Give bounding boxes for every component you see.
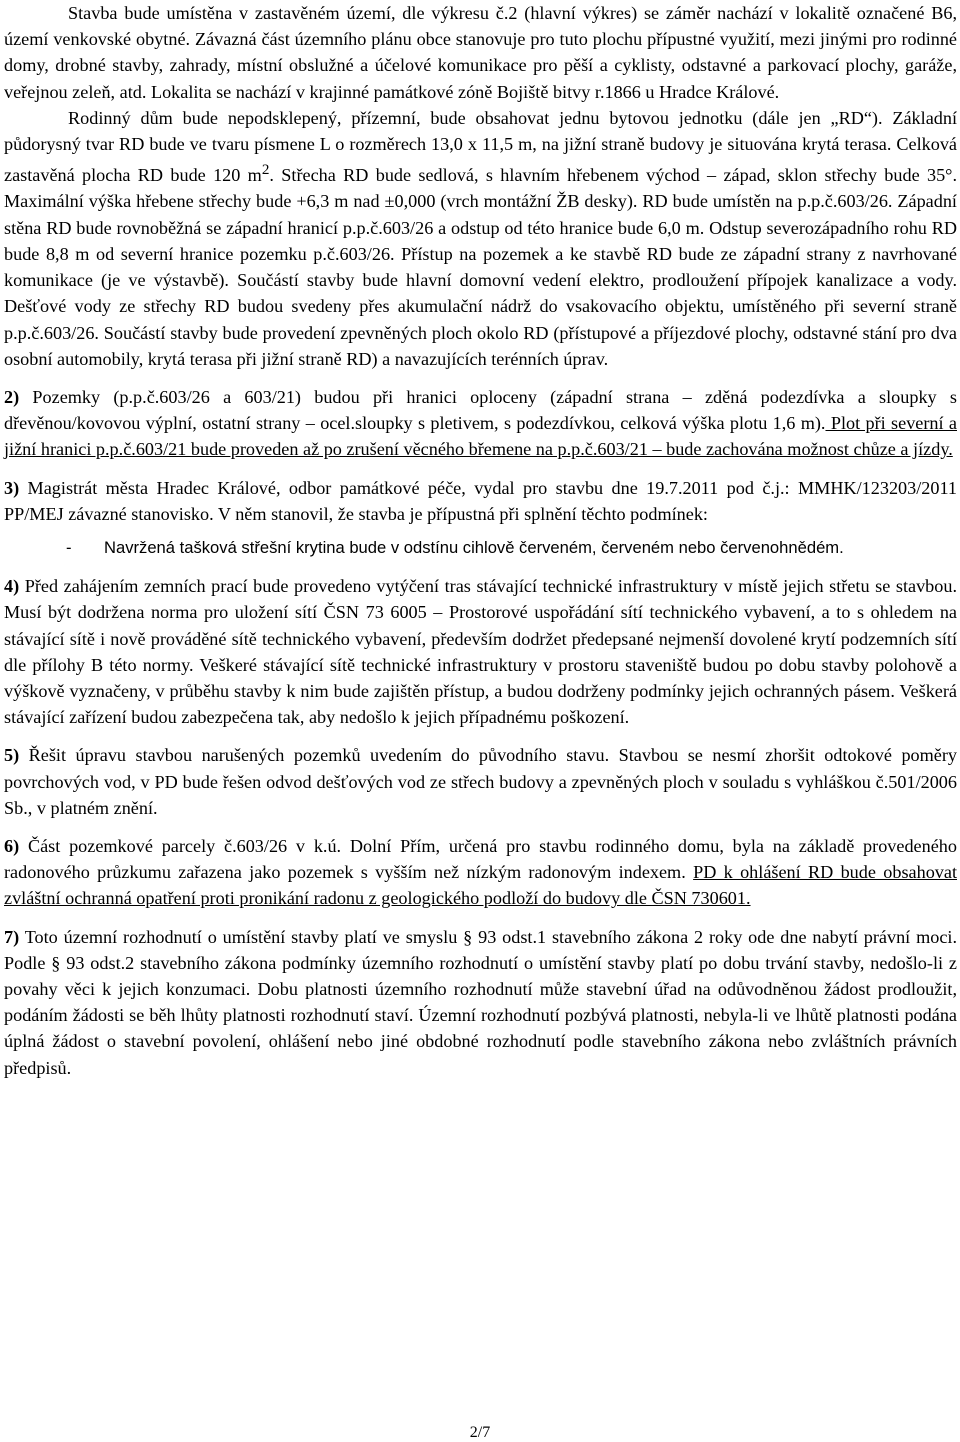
condition-3-number: 3) (4, 477, 20, 498)
condition-7-number: 7) (4, 926, 20, 947)
bullet-dash: - (66, 537, 72, 557)
condition-5 (4, 742, 957, 821)
condition-2-text: Pozemky (p.p.č.603/26 a 603/21) budou při hranici oploceny (západní strana – zděná podezdívka a sloupky s dřevěnou/kovovou výplní, ostatní strany – ocel.sloupky s pletivem, s podezdívkou, celková výška plotu 1,6 m). (4, 386, 957, 434)
condition-6-number: 6) (4, 835, 20, 856)
condition-6-text: Část pozemkové parcely č.603/26 v k.ú. Dolní Přím, určená pro stavbu rodinného domu, byla na základě provedeného radonového průzkumu zařazena jako pozemek s vyšším než nízkým radonovým indexem. (4, 835, 957, 883)
condition-4-text: Před zahájením zemních prací bude provedeno vytýčení tras stávající technické infrastruktury v místě jejich střetu se stavbou. Musí být dodržena norma pro uložení sítí ČSN 73 6005 – Prostorové uspořádání sítí technického vybavení, a to s ohledem na stávající sítě i nově prováděné sítě technického vybavení, především dodržet předepsané nejmenší dovolené krytí podzemních sítí dle přílohy B této normy. Veškeré stávající sítě technické infrastruktury v prostoru staveniště budou po dobu stavby polohově a výškově vyznačeny, v průběhu stavby k nim bude zajištěn přístup, a budou dodrženy podmínky jejich ochranných pásem. Veškerá stávající zařízení budou zabezpečena tak, aby nedošlo k jejich případnému poškození. (4, 576, 957, 728)
condition-3 (4, 475, 957, 527)
condition-3-bullet (4, 535, 957, 561)
condition-2-number: 2) (4, 386, 20, 407)
condition-5-text: Řešit úpravu stavbou narušených pozemků uvedením do původního stavu. Stavbou se nesmí zhoršit odtokové poměry povrchových vod, v PD bude řešen odvod dešťových vod ze střech budovy a zpevněných ploch v souladu s vyhláškou č.501/2006 Sb., v platném znění. (4, 745, 957, 818)
text-house-details: . Střecha RD bude sedlová, s hlavním hřebenem východ – západ, sklon střechy bude 35°. Maximální výška hřebene střechy bude +6,3 m nad ±0,000 (vrch montážní ŽB desky). RD bude umístěn na p.p.č.603/26. Západní stěna RD bude rovnoběžná se západní hranicí p.p.č.603/26 a odstup od této hranice bude 6,0 m. Odstup severozápadního rohu RD bude 8,8 m od severní hranice pozemku p.č.603/26. Přístup na pozemek a ke stavbě RD bude ze západní strany z navrhované komunikace (je ve výstavbě). Součástí stavby bude hlavní domovní vedení elektro, prodloužení přípojek kanalizace a vody. Dešťové vody ze střechy RD budou svedeny přes akumulační nádrž do vsakovacího objektu, umístěného při severní straně p.p.č.603/26. Součástí stavby bude provedení zpevněných ploch okolo RD (přístupové a příjezdové plochy, odstavné stání pro dva osobní automobily, krytá terasa při jižní straně RD) a navazujících terénních úprav. (4, 165, 957, 369)
page-number: 2/7 (469, 1424, 491, 1441)
superscript-square: 2 (261, 161, 270, 179)
condition-3-text: Magistrát města Hradec Králové, odbor památkové péče, vydal pro stavbu dne 19.7.2011 pod č.j.: MMHK/123203/2011 PP/MEJ závazné stanovisko. V něm stanovil, že stavba je přípustná při splnění těchto podmínek: (4, 477, 957, 524)
condition-2 (4, 384, 957, 463)
condition-5-number: 5) (4, 745, 20, 766)
paragraph-house-description (4, 105, 957, 372)
condition-4-number: 4) (4, 576, 20, 597)
condition-7 (4, 924, 957, 1081)
paragraph-location (4, 0, 957, 105)
condition-4 (4, 573, 957, 730)
text-house-intro: Rodinný dům bude nepodsklepený, přízemní, bude obsahovat jednu bytovou jednotku (dále jen „RD“). (68, 107, 883, 128)
text-house-shape: Základní půdorysný tvar RD bude ve tvaru písmene L o rozměrech 13,0 x 11,5 m, na jižní straně budovy je situována krytá terasa. Celková zastavěná plocha RD bude 120 m (4, 107, 958, 186)
text-zoning: Závazná část územního plánu obce stanovuje pro tuto plochu přípustné využití, mezi jinými pro rodinné domy, drobné stavby, zahrady, místní obslužné a účelové komunikace pro pěší a cyklisty, odstavné a parkovací plochy, garáže, veřejnou zeleň, atd. (4, 29, 958, 102)
bullet-text: Navržená tašková střešní krytina bude v odstínu cihlově červeném, červeném nebo červenohnědém. (104, 537, 844, 557)
condition-6-underlined: PD k ohlášení RD bude obsahovat zvláštní ochranná opatření proti pronikání radonu z geologického podloží do budovy dle ČSN 730601. (4, 862, 958, 909)
condition-6 (4, 833, 957, 912)
condition-2-underlined: Plot při severní a jižní hranici p.p.č.603/21 bude proveden až po zrušení věcného břemene na p.p.č.603/21 – bude zachována možnost chůze a jízdy. (4, 413, 957, 460)
text-location: Stavba bude umístěna v zastavěném území, dle výkresu č.2 (hlavní výkres) se záměr nachází v lokalitě označené B6, území venkovské obytné. (4, 3, 957, 50)
text-heritage-zone: Lokalita se nachází v krajinné památkové zóně Bojiště bitvy r.1866 u Hradce Králové. (150, 81, 780, 102)
condition-7-text: Toto územní rozhodnutí o umístění stavby platí ve smyslu § 93 odst.1 stavebního zákona 2 roky ode dne nabytí právní moci. Podle § 93 odst.2 stavebního zákona podmínky územního rozhodnutí o umístění stavby platí po dobu trvání stavby, nedošlo-li z povahy věci k jejich konzumaci. Dobu platnosti územního rozhodnutí může stavební úřad na odůvodněnou žádost prodloužit, podáním žádosti se běh lhůty platnosti rozhodnutí staví. Územní rozhodnutí pozbývá platnosti, nebyla-li ve lhůtě platnosti podána úplná žádost o stavební povolení, ohlášení nebo jiné obdobné rozhodnutí podle stavebního zákona nebo zvláštních právních předpisů. (4, 926, 957, 1078)
